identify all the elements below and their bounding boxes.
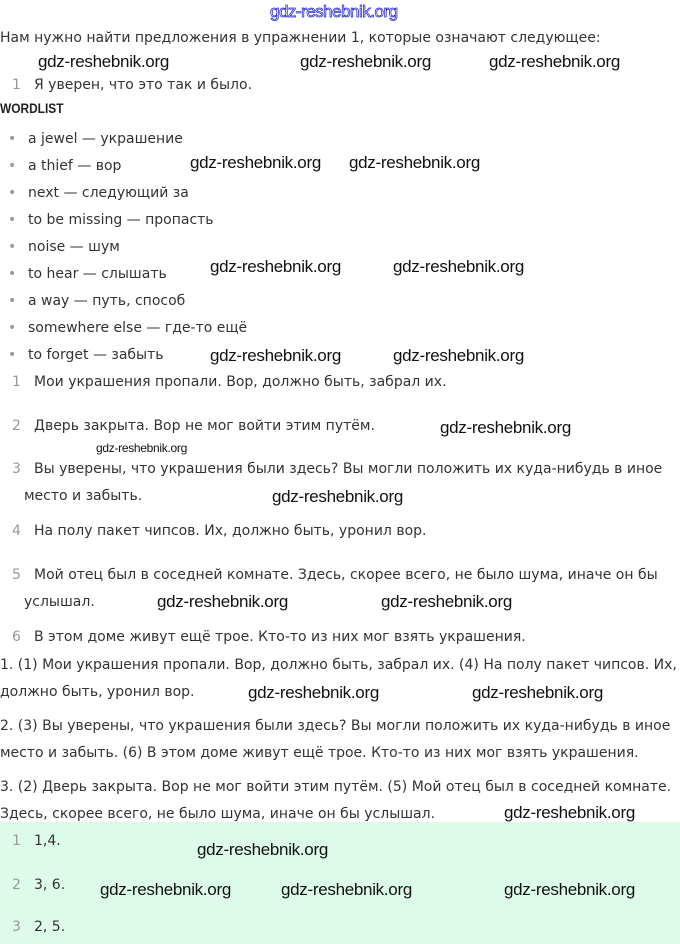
answer-item <box>0 713 670 740</box>
item-number: 1 <box>12 833 21 849</box>
example-item <box>0 72 252 99</box>
word-entry: to hear — слышать <box>28 266 167 282</box>
answer-line: 1. (1) Мои украшения пропали. Вор, должно быть, забрал их. (4) На полу пакет чипсов. Их, <box>0 657 677 673</box>
word-entry: somewhere else — где-то ещё <box>28 320 248 336</box>
item-number: 3 <box>12 919 21 935</box>
wordlist-item <box>0 180 189 207</box>
answer-line: 2. (3) Вы уверены, что украшения были здесь? Вы могли положить их куда-нибудь в иное <box>0 718 671 734</box>
bullet-icon: • <box>8 212 17 228</box>
word-entry: to be missing — пропасть <box>28 212 214 228</box>
wordlist-item <box>0 126 183 153</box>
word-entry: a thief — вор <box>28 158 122 174</box>
watermark-text: gdz-reshebnik.org <box>489 52 620 71</box>
sentence-line: место и забыть. <box>24 488 143 504</box>
wordlist-item <box>0 153 121 180</box>
word-entry: a jewel — украшение <box>28 131 183 147</box>
bullet-icon: • <box>8 347 17 363</box>
wordlist-title: WORDLIST <box>0 100 64 116</box>
bullet-icon: • <box>8 158 17 174</box>
answer-item <box>0 652 677 679</box>
item-number: 1 <box>12 374 21 390</box>
watermark-text: gdz-reshebnik.org <box>190 153 321 172</box>
wordlist-item <box>0 315 247 342</box>
wordlist-item <box>0 342 164 369</box>
sentence-line: Вы уверены, что украшения были здесь? Вы могли положить их куда-нибудь в иное <box>34 461 663 477</box>
wordlist-item <box>0 234 120 261</box>
watermark-text: gdz-reshebnik.org <box>38 52 169 71</box>
answer-item-continuation <box>0 679 195 706</box>
wordlist-item <box>0 207 214 234</box>
sentence-item <box>0 369 447 396</box>
watermark-text: gdz-reshebnik.org <box>272 487 403 506</box>
answer-line: 3. (2) Дверь закрыта. Вор не мог войти этим путём. (5) Мой отец был в соседней комнате. <box>0 779 672 795</box>
bullet-icon: • <box>8 185 17 201</box>
watermark-text: gdz-reshebnik.org <box>248 683 379 702</box>
sentence-line: Дверь закрыта. Вор не мог войти этим путём. <box>34 418 375 434</box>
answer-value: 1,4. <box>34 833 61 849</box>
sentence-line: На полу пакет чипсов. Их, должно быть, уронил вор. <box>34 523 427 539</box>
watermark-text: gdz-reshebnik.org <box>472 683 603 702</box>
item-number: 2 <box>12 418 21 434</box>
final-answer-item <box>0 828 61 855</box>
answer-line: Здесь, скорее всего, не было шума, иначе он бы услышал. <box>0 806 436 822</box>
bullet-icon: • <box>8 293 17 309</box>
answer-line: должно быть, уронил вор. <box>0 684 195 700</box>
intro-text: Нам нужно найти предложения в упражнении 1, которые означают следующее: <box>0 30 601 46</box>
bullet-icon: • <box>8 320 17 336</box>
watermark-text: gdz-reshebnik.org <box>349 153 480 172</box>
sentence-item <box>0 562 658 589</box>
sentence-item-continuation <box>24 589 95 616</box>
watermark-text: gdz-reshebnik.org <box>100 880 231 899</box>
sentence-line: В этом доме живут ещё трое. Кто-то из них мог взять украшения. <box>34 629 526 645</box>
final-answer-item <box>0 914 65 941</box>
watermark-text: gdz-reshebnik.org <box>504 803 635 822</box>
item-number: 5 <box>12 567 21 583</box>
bullet-icon: • <box>8 131 17 147</box>
answer-item-continuation <box>0 740 639 767</box>
watermark-text: gdz-reshebnik.org <box>393 257 524 276</box>
sentence-item <box>0 518 426 545</box>
sentence-item <box>0 624 526 651</box>
sentence-line: услышал. <box>24 594 95 610</box>
word-entry: noise — шум <box>28 239 120 255</box>
item-text: Я уверен, что это так и было. <box>34 77 253 93</box>
item-number: 2 <box>12 877 21 893</box>
sentence-item <box>0 413 375 440</box>
answer-value: 3, 6. <box>34 877 66 893</box>
watermark-text: gdz-reshebnik.org <box>197 840 328 859</box>
sentence-line: Мои украшения пропали. Вор, должно быть, забрал их. <box>34 374 447 390</box>
answer-line: место и забыть. (6) В этом доме живут ещё трое. Кто-то из них мог взять украшения. <box>0 745 639 761</box>
watermark-text: gdz-reshebnik.org <box>157 592 288 611</box>
sentence-line: Мой отец был в соседней комнате. Здесь, скорее всего, не было шума, иначе он бы <box>34 567 658 583</box>
sentence-item <box>0 456 662 483</box>
watermark-text: gdz-reshebnik.org <box>504 880 635 899</box>
watermark-text: gdz-reshebnik.org <box>393 346 524 365</box>
watermark-text: gdz-reshebnik.org <box>381 592 512 611</box>
wordlist-item <box>0 288 185 315</box>
watermark-text: gdz-reshebnik.org <box>96 441 187 455</box>
sentence-item-continuation <box>24 483 142 510</box>
final-answer-item <box>0 872 65 899</box>
site-watermark-header: gdz-reshebnik.org <box>270 2 398 21</box>
watermark-text: gdz-reshebnik.org <box>281 880 412 899</box>
watermark-text: gdz-reshebnik.org <box>300 52 431 71</box>
item-number: 3 <box>12 461 21 477</box>
watermark-text: gdz-reshebnik.org <box>440 418 571 437</box>
answer-item <box>0 774 671 801</box>
word-entry: next — следующий за <box>28 185 189 201</box>
bullet-icon: • <box>8 266 17 282</box>
word-entry: to forget — забыть <box>28 347 164 363</box>
answer-value: 2, 5. <box>34 919 66 935</box>
item-number: 6 <box>12 629 21 645</box>
word-entry: a way — путь, способ <box>28 293 186 309</box>
bullet-icon: • <box>8 239 17 255</box>
item-number: 1 <box>12 77 21 93</box>
item-number: 4 <box>12 523 21 539</box>
watermark-text: gdz-reshebnik.org <box>210 257 341 276</box>
wordlist-item <box>0 261 167 288</box>
watermark-text: gdz-reshebnik.org <box>210 346 341 365</box>
